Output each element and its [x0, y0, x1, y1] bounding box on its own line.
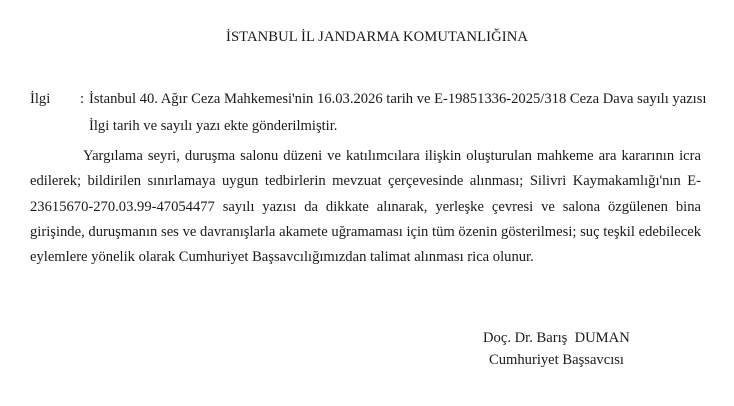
body-line: 23615670-270.03.99-47054477 sayılı yazısı da dikkate alınarak, yerleşke çevresi ve salona özgülenen bina — [30, 198, 701, 215]
body-line: eylemlere yönelik olarak Cumhuriyet Başsavcılığımızdan talimat alınması rica olunur. — [30, 249, 534, 266]
body-paragraph — [30, 144, 701, 270]
signatory-title: Cumhuriyet Başsavcısı — [489, 352, 624, 368]
addressee-heading: İSTANBUL İL JANDARMA KOMUTANLIĞINA — [226, 29, 528, 45]
body-line: girişinde, duruşmanın ses ve davranışlarla akamete uğramaması için tüm özenin gösterilmesi; suç teşkil edebilecek — [30, 223, 701, 240]
signatory-name: Doç. Dr. Barış DUMAN — [483, 330, 630, 346]
reference-label: İlgi — [30, 91, 51, 107]
body-line: edilerek; bildirilen sınırlamaya uygun tedbirlerin mevzuat çerçevesinde alınması; Silivri Kaymakamlığı'nın E- — [30, 173, 701, 190]
reference-note: İlgi tarih ve sayılı yazı ekte gönderilmiştir. — [89, 118, 338, 134]
body-line: Yargılama seyri, duruşma salonu düzeni ve katılımcılara ilişkin oluşturulan mahkeme ara kararının icra — [83, 148, 701, 164]
reference-colon: : — [80, 91, 85, 107]
reference-text: İstanbul 40. Ağır Ceza Mahkemesi'nin 16.03.2026 tarih ve E-19851336-2025/318 Ceza Dava sayılı yazısı — [89, 91, 707, 107]
